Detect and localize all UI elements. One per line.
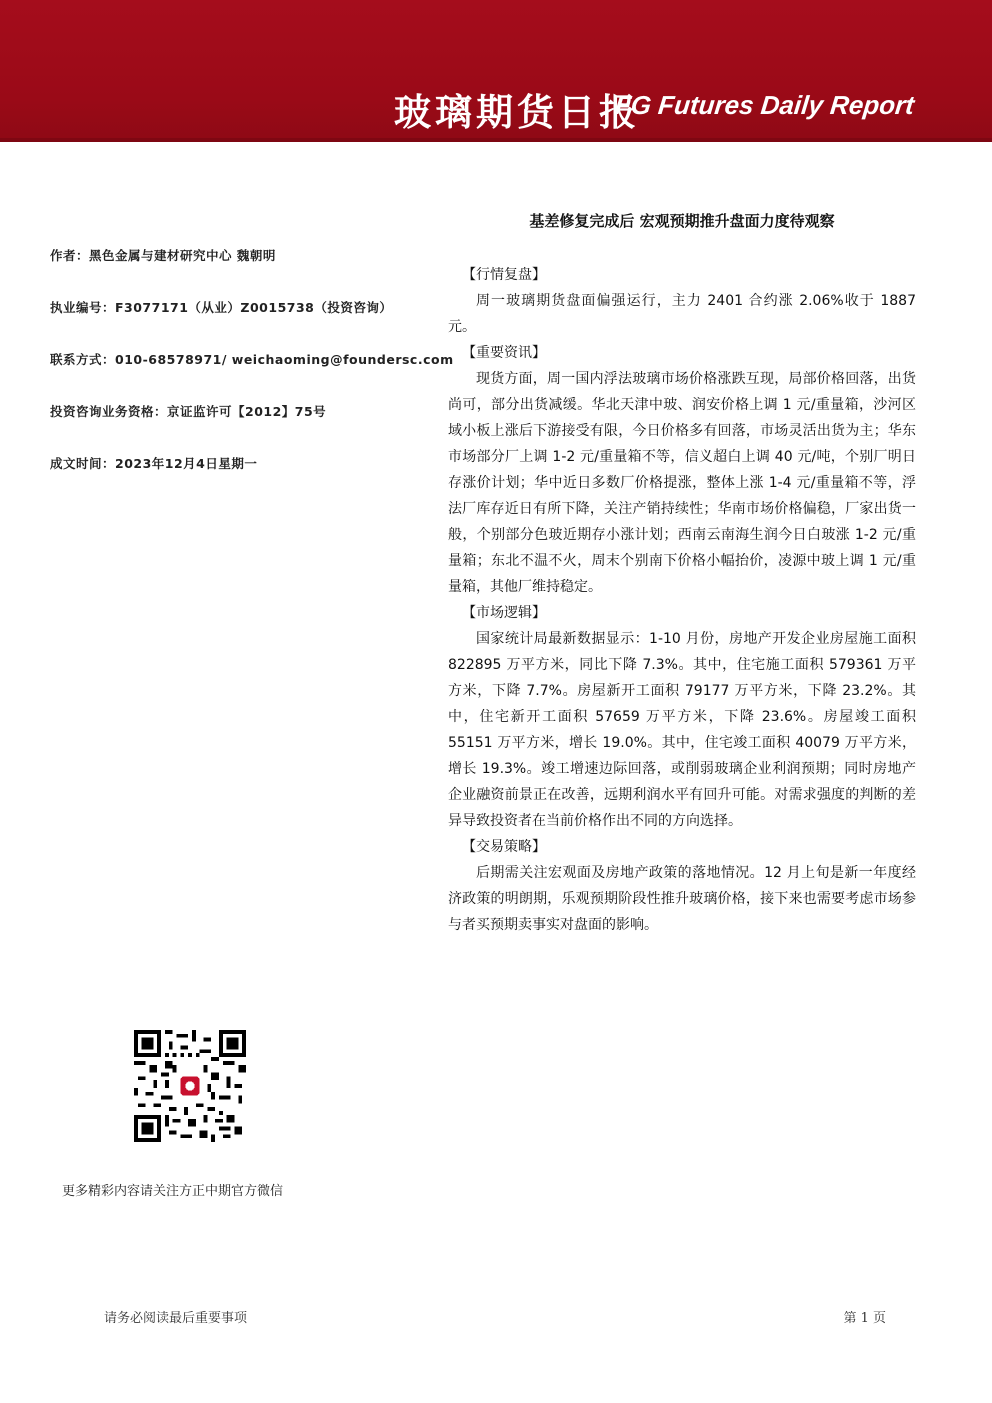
author-line: 作者：黑色金属与建材研究中心 魏朝明 bbox=[50, 248, 276, 263]
paragraph: 现货方面，周一国内浮法玻璃市场价格涨跌互现，局部价格回落，出货尚可，部分出货减缓。华北天津中玻、润安价格上调 1 元/重量箱，沙河区域小板上涨后下游接受有限，今日价格多有回落，市场灵活出货为主；华东市场部分厂上调 1-2 元/重量箱不等，信义超白上调 40 元/吨，个别厂明日存涨价计划；华中近日多数厂价格提涨，整体上涨 1-4 元/重量箱不等，浮法厂库存近日有所下降，关注产销持续性；华南市场价格偏稳，厂家出货一般，个别部分色玻近期存小涨计划；西南云南海生润今日白玻涨 1-2 元/重量箱；东北不温不火，周末个别南下价格小幅抬价，凌源中玻上调 1 元/重量箱，其他厂维持稳定。 bbox=[448, 371, 916, 595]
section-title: 【交易策略】 bbox=[462, 839, 546, 855]
article-body bbox=[448, 262, 916, 938]
article-headline: 基差修复完成后 宏观预期推升盘面力度待观察 bbox=[529, 212, 835, 230]
footer-disclaimer: 请务必阅读最后重要事项 bbox=[104, 1311, 248, 1326]
license-line: 执业编号：F3077171（从业）Z0015738（投资咨询） bbox=[50, 300, 393, 315]
paragraph: 后期需关注宏观面及房地产政策的落地情况。12 月上旬是新一年度经济政策的明朗期，乐观预期阶段性推升玻璃价格，接下来也需要考虑市场参与者买预期卖事实对盘面的影响。 bbox=[448, 865, 916, 933]
page-number: 第 1 页 bbox=[843, 1311, 886, 1326]
header-divider bbox=[0, 138, 992, 142]
qualification-line: 投资咨询业务资格：京证监许可【2012】75号 bbox=[50, 404, 327, 419]
qr-caption: 更多精彩内容请关注方正中期官方微信 bbox=[62, 1184, 284, 1199]
report-title-cn: 玻璃期货日报 bbox=[394, 90, 640, 134]
paragraph: 国家统计局最新数据显示：1-10 月份，房地产开发企业房屋施工面积 822895 万平方米，同比下降 7.3%。其中，住宅施工面积 579361 万平方米，下降 7.7%。房屋新开工面积 79177 万平方米，下降 23.2%。其中，住宅新开工面积 57659 万平方米，下降 23.6%。房屋竣工面积 55151 万平方米，增长 19.0%。其中，住宅竣工面积 40079 万平方米，增长 19.3%。竣工增速边际回落，或削弱玻璃企业利润预期；同时房地产企业融资前景正在改善，远期利润水平有回升可能。对需求强度的判断的差异导致投资者在当前价格作出不同的方向选择。 bbox=[448, 631, 916, 829]
paragraph: 周一玻璃期货盘面偏强运行，主力 2401 合约涨 2.06%收于 1887 元。 bbox=[448, 293, 916, 335]
contact-line: 联系方式：010-68578971/ weichaoming@foundersc.com bbox=[50, 352, 454, 367]
section-title: 【市场逻辑】 bbox=[462, 605, 546, 621]
report-title-en: FG Futures Daily Report bbox=[613, 90, 916, 120]
qr-code-icon bbox=[134, 1030, 246, 1142]
section-title: 【重要资讯】 bbox=[462, 345, 546, 361]
date-line: 成文时间：2023年12月4日星期一 bbox=[50, 456, 258, 471]
section-title: 【行情复盘】 bbox=[462, 267, 546, 283]
